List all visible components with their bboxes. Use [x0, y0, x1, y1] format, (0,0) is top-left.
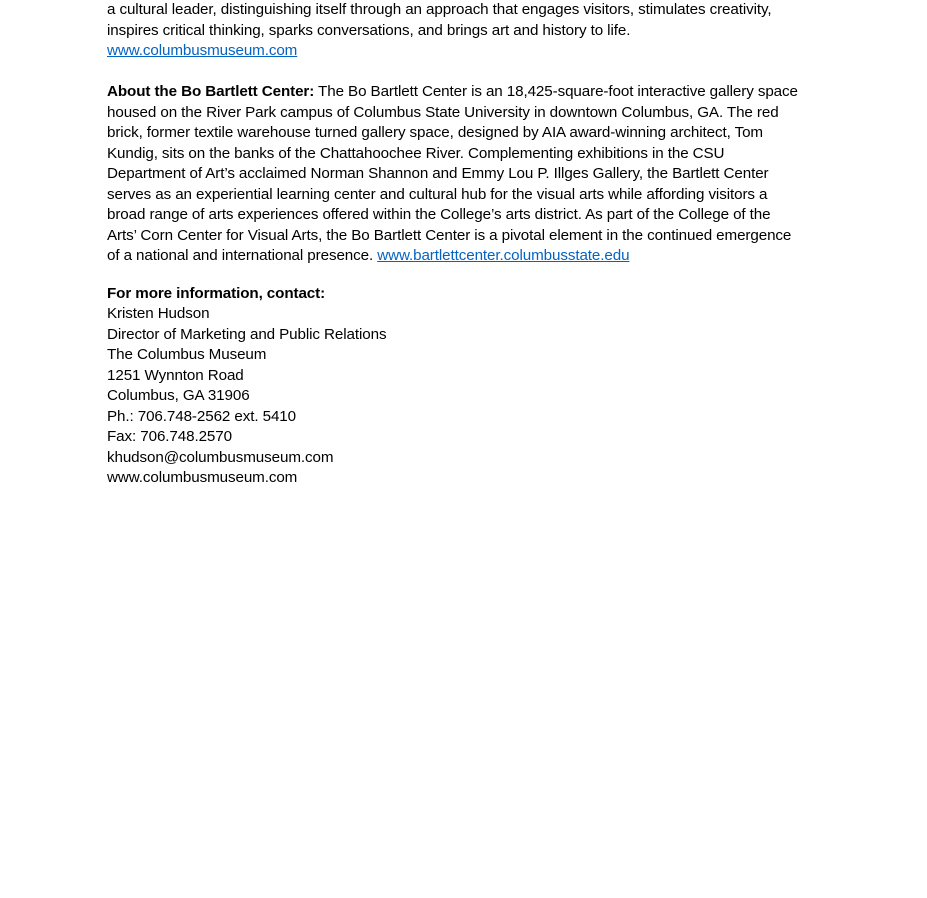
bartlett-center-link[interactable]: www.bartlettcenter.columbusstate.edu	[377, 247, 630, 264]
paragraph-spacer	[107, 267, 827, 285]
about-line-6: serves as an experiential learning center and cultural hub for the visual arts while affording visitors a	[107, 185, 768, 203]
contact-info	[107, 284, 827, 489]
about-line-1	[107, 82, 827, 103]
contact-street: 1251 Wynnton Road	[107, 366, 244, 384]
contact-heading-line	[107, 284, 827, 305]
contact-heading: For more information, contact:	[107, 284, 326, 302]
contact-city: Columbus, GA 31906	[107, 387, 250, 404]
museum-description-line-1: a cultural leader, distinguishing itself through an approach that engages visitors, stimulates creativity,	[107, 1, 772, 18]
about-line-3: brick, former textile warehouse turned gallery space, designed by AIA award-winning architect, Tom	[107, 124, 763, 141]
contact-name: Kristen Hudson	[107, 305, 210, 322]
about-line-9	[107, 246, 827, 267]
about-line-4: Kundig, sits on the banks of the Chattahoochee River. Complementing exhibitions in the CSU	[107, 144, 725, 162]
about-line-2: housed on the River Park campus of Columbus State University in downtown Columbus, GA. The red	[107, 103, 779, 121]
contact-phone: Ph.: 706.748-2562 ext. 5410	[107, 407, 296, 425]
about-line-1-text: The Bo Bartlett Center is an 18,425-square-foot interactive gallery space	[314, 83, 798, 100]
contact-title: Director of Marketing and Public Relations	[107, 325, 387, 343]
contact-fax: Fax: 706.748.2570	[107, 428, 232, 445]
document-body	[107, 0, 827, 489]
contact-website: www.columbusmuseum.com	[107, 469, 298, 486]
museum-description-line-2: inspires critical thinking, sparks conversations, and brings art and history to life.	[107, 21, 631, 39]
museum-website-link[interactable]: www.columbusmuseum.com	[107, 42, 298, 59]
about-line-9-text: of a national and international presence.	[107, 247, 378, 264]
paragraph-spacer	[107, 62, 827, 83]
about-line-8: Arts’ Corn Center for Visual Arts, the Bo Bartlett Center is a pivotal element in the continued emergence	[107, 226, 792, 244]
about-bartlett-center	[107, 82, 827, 267]
about-heading: About the Bo Bartlett Center:	[107, 83, 315, 100]
museum-description	[107, 0, 827, 62]
museum-link-line	[107, 41, 827, 62]
about-line-5: Department of Art’s acclaimed Norman Shannon and Emmy Lou P. Illges Gallery, the Bartlett Center	[107, 165, 769, 182]
contact-organization: The Columbus Museum	[107, 346, 267, 363]
about-line-7: broad range of arts experiences offered within the College’s arts district. As part of the College of the	[107, 206, 771, 223]
contact-email: khudson@columbusmuseum.com	[107, 448, 334, 466]
